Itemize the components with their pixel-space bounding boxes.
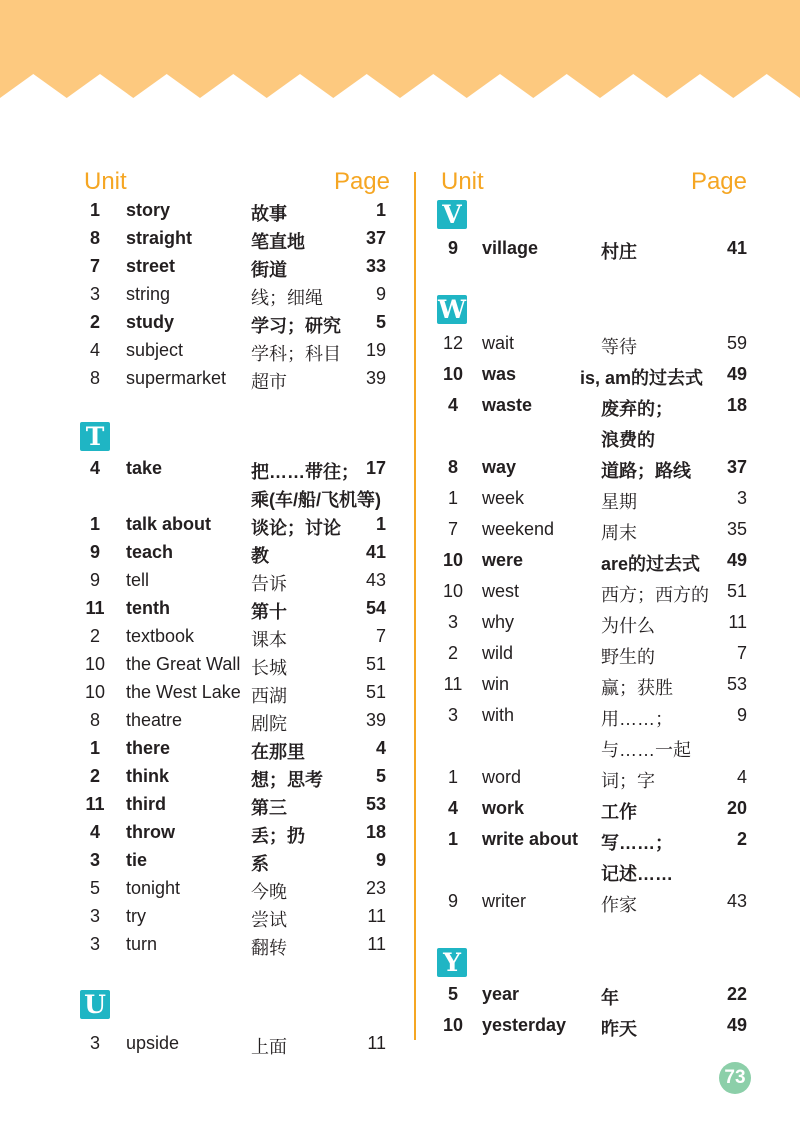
column-header — [437, 168, 755, 200]
chinese-meaning: 作家 — [601, 895, 637, 915]
page-ref: 9 — [375, 284, 386, 304]
unit-number: 8 — [89, 710, 100, 730]
english-word: turn — [126, 934, 158, 954]
english-word: supermarket — [126, 368, 227, 388]
page-ref: 11 — [728, 612, 747, 632]
page-ref: 7 — [736, 643, 747, 663]
page-ref: 2 — [736, 829, 747, 849]
letter-badge-t: T — [80, 422, 110, 451]
chinese-meaning: 为什么 — [601, 616, 655, 636]
page-ref: 37 — [365, 228, 386, 248]
unit-number: 4 — [447, 395, 458, 415]
page-ref: 5 — [375, 766, 386, 786]
unit-number: 4 — [89, 822, 100, 842]
chinese-meaning: are的过去式 — [601, 554, 701, 574]
entry-row — [437, 333, 755, 364]
chinese-meaning: 第十 — [251, 602, 287, 622]
unit-number: 10 — [442, 364, 464, 384]
unit-number: 7 — [447, 519, 458, 539]
unit-number: 3 — [89, 284, 100, 304]
unit-number: 8 — [447, 457, 458, 477]
unit-number: 2 — [89, 626, 100, 646]
unit-number: 4 — [447, 798, 458, 818]
english-word: yesterday — [482, 1015, 567, 1035]
section-t-rows — [80, 458, 398, 962]
page-ref: 59 — [726, 333, 747, 353]
chinese-meaning: is, am的过去式 — [579, 368, 703, 388]
chinese-meaning: 西方；西方的 — [601, 585, 709, 605]
page-ref: 43 — [365, 570, 386, 590]
right-column — [437, 168, 755, 1046]
english-word: work — [482, 798, 525, 818]
page-ref: 4 — [736, 767, 747, 787]
entry-row — [437, 829, 755, 891]
entry-row — [437, 581, 755, 612]
chinese-meaning: 第三 — [251, 798, 287, 818]
entry-row — [437, 643, 755, 674]
entry-row — [80, 312, 398, 340]
page-ref: 51 — [365, 654, 386, 674]
entry-row — [437, 550, 755, 581]
english-word: talk about — [126, 514, 212, 534]
page-heading: Page — [690, 168, 747, 195]
english-word: subject — [126, 340, 184, 360]
english-word: way — [482, 457, 517, 477]
chinese-meaning: 写……； — [601, 833, 673, 853]
unit-number: 12 — [442, 333, 464, 353]
english-word: wild — [482, 643, 514, 663]
chinese-meaning: 用……； — [601, 709, 673, 729]
page-ref: 49 — [726, 1015, 747, 1035]
english-word: teach — [126, 542, 174, 562]
page-ref: 41 — [365, 542, 386, 562]
letter-badge-v: V — [437, 200, 467, 229]
entry-row — [80, 710, 398, 738]
english-word: was — [482, 364, 517, 384]
entry-row — [80, 822, 398, 850]
entry-row — [437, 705, 755, 767]
unit-number: 1 — [447, 767, 458, 787]
english-word: why — [482, 612, 515, 632]
page-ref: 23 — [365, 878, 386, 898]
section-u-rows — [80, 1033, 398, 1061]
section-w-rows — [437, 333, 755, 922]
column-header — [80, 168, 398, 200]
page-ref: 7 — [375, 626, 386, 646]
entry-row — [80, 934, 398, 962]
chinese-meaning: 尝试 — [251, 910, 287, 930]
unit-number: 5 — [447, 984, 458, 1004]
unit-number: 1 — [447, 488, 458, 508]
entry-row — [80, 878, 398, 906]
unit-number: 4 — [89, 458, 100, 478]
unit-number: 3 — [89, 906, 100, 926]
page-ref: 4 — [375, 738, 386, 758]
unit-number: 3 — [89, 934, 100, 954]
chinese-meaning: 昨天 — [601, 1019, 637, 1039]
unit-number: 11 — [85, 598, 105, 618]
unit-heading: Unit — [441, 168, 484, 195]
unit-number: 8 — [89, 368, 100, 388]
chinese-meaning: 学习；研究 — [251, 316, 341, 336]
entry-row — [437, 395, 755, 457]
english-word: try — [126, 906, 146, 926]
zigzag-banner — [0, 0, 800, 110]
chinese-meaning: 周末 — [601, 523, 637, 543]
page-ref: 18 — [726, 395, 747, 415]
chinese-meaning: 野生的 — [601, 647, 655, 667]
unit-number: 9 — [447, 891, 458, 911]
unit-number: 9 — [447, 238, 458, 258]
entry-row — [80, 682, 398, 710]
unit-number: 11 — [85, 794, 105, 814]
page-ref: 20 — [726, 798, 747, 818]
english-word: writer — [482, 891, 526, 911]
chinese-meaning-cont: 记述…… — [601, 864, 673, 884]
english-word: were — [482, 550, 524, 570]
chinese-meaning: 把……带往； — [251, 462, 359, 482]
unit-number: 10 — [84, 682, 106, 702]
entry-row — [437, 488, 755, 519]
page-ref: 51 — [726, 581, 747, 601]
english-word: upside — [126, 1033, 180, 1053]
english-word: weekend — [482, 519, 555, 539]
page-ref: 54 — [365, 598, 386, 618]
english-word: tie — [126, 850, 148, 870]
chinese-meaning: 长城 — [251, 658, 287, 678]
unit-number: 3 — [447, 705, 458, 725]
chinese-meaning: 丢；扔 — [251, 826, 305, 846]
unit-number: 3 — [89, 850, 100, 870]
page-ref: 39 — [365, 368, 386, 388]
english-word: week — [482, 488, 525, 508]
english-word: street — [126, 256, 176, 276]
entry-row — [80, 514, 398, 542]
unit-number: 10 — [442, 581, 464, 601]
page-ref: 1 — [375, 200, 386, 220]
english-word: story — [126, 200, 171, 220]
entry-row — [80, 256, 398, 284]
entry-row — [437, 798, 755, 829]
chinese-meaning: 教 — [251, 546, 269, 566]
page-ref: 1 — [375, 514, 386, 534]
page-ref: 39 — [365, 710, 386, 730]
chinese-meaning: 谈论；讨论 — [251, 518, 341, 538]
chinese-meaning: 年 — [601, 988, 619, 1008]
unit-number: 1 — [89, 514, 100, 534]
entry-row — [437, 519, 755, 550]
chinese-meaning-cont: 浪费的 — [601, 430, 655, 450]
entry-row — [80, 368, 398, 396]
chinese-meaning: 等待 — [601, 337, 637, 357]
unit-number: 5 — [89, 878, 100, 898]
english-word: tenth — [126, 598, 170, 618]
unit-number: 10 — [442, 550, 464, 570]
left-column — [80, 168, 398, 1061]
chinese-meaning: 想；思考 — [251, 770, 323, 790]
section-s-rows — [80, 200, 398, 396]
entry-row — [437, 674, 755, 705]
english-word: the Great Wall — [126, 654, 241, 674]
chinese-meaning: 星期 — [601, 492, 637, 512]
unit-heading: Unit — [84, 168, 127, 195]
english-word: take — [126, 458, 163, 478]
english-word: there — [126, 738, 171, 758]
chinese-meaning: 系 — [251, 854, 269, 874]
chinese-meaning: 村庄 — [601, 242, 637, 262]
english-word: word — [482, 767, 522, 787]
english-word: waste — [482, 395, 533, 415]
page-ref: 43 — [726, 891, 747, 911]
chinese-meaning: 西湖 — [251, 686, 287, 706]
page-ref: 37 — [726, 457, 747, 477]
entry-row — [437, 891, 755, 922]
letter-badge-y: Y — [437, 948, 467, 977]
entry-row — [80, 542, 398, 570]
english-word: write about — [482, 829, 579, 849]
column-divider — [414, 172, 416, 1040]
english-word: string — [126, 284, 171, 304]
unit-number: 9 — [89, 570, 100, 590]
entry-row — [80, 458, 398, 514]
letter-badge-w: W — [437, 295, 467, 324]
chinese-meaning: 词；字 — [601, 771, 655, 791]
unit-number: 7 — [89, 256, 100, 276]
english-word: textbook — [126, 626, 195, 646]
chinese-meaning: 废弃的； — [601, 399, 673, 419]
chinese-meaning: 翻转 — [251, 938, 287, 958]
page-ref: 9 — [375, 850, 386, 870]
unit-number: 3 — [447, 612, 458, 632]
page-ref: 35 — [726, 519, 747, 539]
english-word: village — [482, 238, 539, 258]
chinese-meaning: 线；细绳 — [251, 288, 323, 308]
entry-row — [80, 654, 398, 682]
page-ref: 53 — [365, 794, 386, 814]
page-ref: 49 — [726, 364, 747, 384]
chinese-meaning: 课本 — [251, 630, 287, 650]
english-word: with — [482, 705, 515, 725]
chinese-meaning: 道路；路线 — [601, 461, 691, 481]
page-ref: 49 — [726, 550, 747, 570]
chinese-meaning: 告诉 — [251, 574, 287, 594]
chinese-meaning: 剧院 — [251, 714, 287, 734]
entry-row — [437, 238, 755, 269]
unit-number: 2 — [89, 766, 100, 786]
entry-row — [80, 200, 398, 228]
english-word: think — [126, 766, 169, 786]
entry-row — [437, 984, 755, 1015]
page-ref: 18 — [365, 822, 386, 842]
chinese-meaning: 上面 — [251, 1037, 287, 1057]
section-y-rows — [437, 984, 755, 1046]
unit-number: 9 — [89, 542, 100, 562]
chinese-meaning: 超市 — [251, 372, 287, 392]
entry-row — [437, 364, 755, 395]
chinese-meaning: 工作 — [601, 802, 637, 822]
english-word: west — [482, 581, 520, 601]
chinese-meaning: 街道 — [251, 260, 287, 280]
page-number-badge: 73 — [719, 1062, 751, 1094]
entry-row — [80, 340, 398, 368]
entry-row — [80, 794, 398, 822]
english-word: tonight — [126, 878, 181, 898]
english-word: tell — [126, 570, 150, 590]
page-ref: 19 — [365, 340, 386, 360]
chinese-meaning: 笔直地 — [251, 232, 305, 252]
english-word: year — [482, 984, 520, 1004]
english-word: third — [126, 794, 166, 814]
entry-row — [80, 906, 398, 934]
english-word: theatre — [126, 710, 183, 730]
page-ref: 5 — [375, 312, 386, 332]
unit-number: 3 — [89, 1033, 100, 1053]
entry-row — [437, 767, 755, 798]
chinese-meaning: 故事 — [251, 204, 287, 224]
entry-row — [80, 1033, 398, 1061]
page-ref: 11 — [367, 934, 386, 954]
unit-number: 1 — [89, 200, 100, 220]
section-v-rows — [437, 238, 755, 269]
chinese-meaning: 在那里 — [251, 742, 305, 762]
entry-row — [437, 457, 755, 488]
page-ref: 22 — [726, 984, 747, 1004]
chinese-meaning: 学科；科目 — [251, 344, 341, 364]
page-ref: 51 — [365, 682, 386, 702]
chinese-meaning: 今晚 — [251, 882, 287, 902]
unit-number: 10 — [442, 1015, 464, 1035]
unit-number: 8 — [89, 228, 100, 248]
page-ref: 33 — [365, 256, 386, 276]
english-word: the West Lake — [126, 682, 241, 702]
entry-row — [80, 626, 398, 654]
english-word: study — [126, 312, 175, 332]
page-ref: 11 — [367, 906, 386, 926]
unit-number: 1 — [89, 738, 100, 758]
english-word: wait — [482, 333, 515, 353]
page-ref: 11 — [367, 1033, 386, 1053]
entry-row — [80, 228, 398, 256]
unit-number: 2 — [447, 643, 458, 663]
english-word: throw — [126, 822, 175, 842]
unit-number: 10 — [84, 654, 106, 674]
entry-row — [80, 598, 398, 626]
letter-badge-u: U — [80, 990, 110, 1019]
english-word: win — [482, 674, 510, 694]
page-ref: 41 — [726, 238, 747, 258]
entry-row — [80, 284, 398, 312]
entry-row — [437, 1015, 755, 1046]
entry-row — [80, 570, 398, 598]
unit-number: 2 — [89, 312, 100, 332]
unit-number: 4 — [89, 340, 100, 360]
unit-number: 11 — [443, 674, 463, 694]
page-ref: 17 — [365, 458, 386, 478]
entry-row — [80, 850, 398, 878]
english-word: straight — [126, 228, 193, 248]
page-heading: Page — [333, 168, 390, 195]
page-ref: 53 — [726, 674, 747, 694]
page-ref: 9 — [736, 705, 747, 725]
chinese-meaning-cont: 与……一起 — [601, 740, 691, 760]
chinese-meaning: 赢；获胜 — [601, 678, 673, 698]
page-ref: 3 — [736, 488, 747, 508]
entry-row — [80, 738, 398, 766]
chinese-meaning-cont: 乘(车/船/飞机等) — [251, 490, 381, 510]
entry-row — [437, 612, 755, 643]
unit-number: 1 — [447, 829, 458, 849]
entry-row — [80, 766, 398, 794]
